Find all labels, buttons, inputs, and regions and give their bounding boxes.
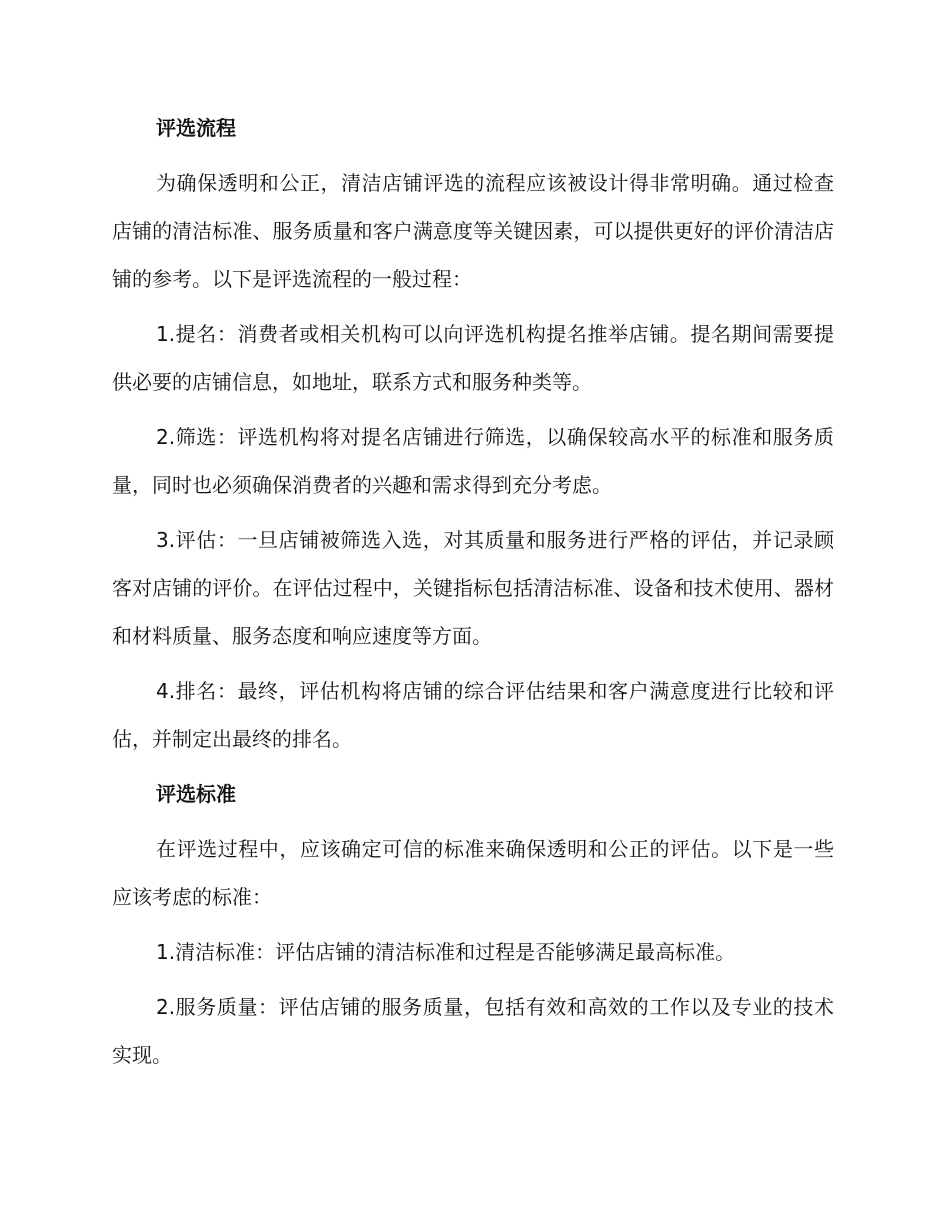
paragraph-criteria-intro: 在评选过程中，应该确定可信的标准来确保透明和公正的评估。以下是一些应该考虑的标准： <box>112 837 834 909</box>
paragraph-process-ranking: 4.排名：最终，评估机构将店铺的综合评估结果和客户满意度进行比较和评估，并制定出最终的排名。 <box>112 679 834 751</box>
paragraph-process-intro: 为确保透明和公正，清洁店铺评选的流程应该被设计得非常明确。通过检查店铺的清洁标准、服务质量和客户满意度等关键因素，可以提供更好的评价清洁店铺的参考。以下是评选流程的一般过程： <box>112 171 834 291</box>
section-heading-selection-criteria: 评选标准 <box>156 782 236 806</box>
section-heading-selection-process: 评选流程 <box>156 116 236 140</box>
paragraph-process-nomination: 1.提名：消费者或相关机构可以向评选机构提名推举店铺。提名期间需要提供必要的店铺信息，如地址，联系方式和服务种类等。 <box>112 322 834 394</box>
paragraph-criteria-cleanliness: 1.清洁标准：评估店铺的清洁标准和过程是否能够满足最高标准。 <box>156 940 736 964</box>
paragraph-process-evaluation: 3.评估：一旦店铺被筛选入选，对其质量和服务进行严格的评估，并记录顾客对店铺的评价。在评估过程中，关键指标包括清洁标准、设备和技术使用、器材和材料质量、服务态度和响应速度等方面。 <box>112 528 834 648</box>
paragraph-process-screening: 2.筛选：评选机构将对提名店铺进行筛选，以确保较高水平的标准和服务质量，同时也必须确保消费者的兴趣和需求得到充分考虑。 <box>112 425 834 497</box>
document-content <box>112 104 834 1079</box>
paragraph-criteria-service-quality: 2.服务质量：评估店铺的服务质量，包括有效和高效的工作以及专业的技术实现。 <box>112 995 834 1067</box>
